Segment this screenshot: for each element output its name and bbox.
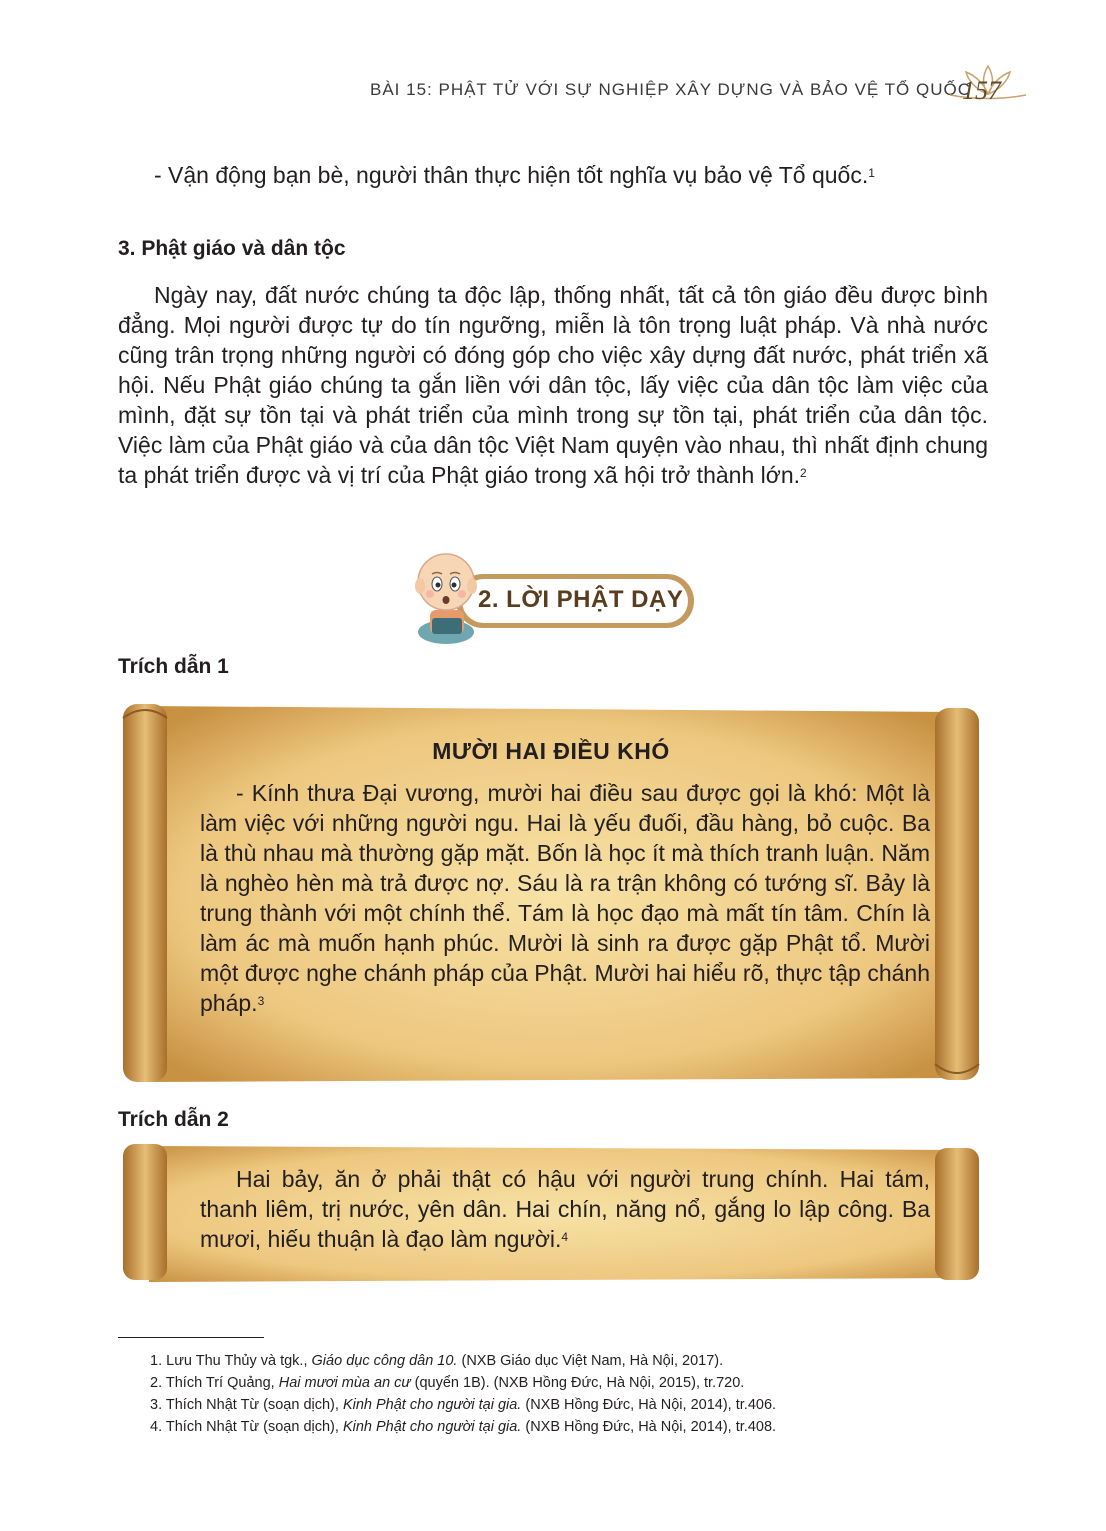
footnote-ref: 4 xyxy=(561,1230,569,1244)
footnote-ref: 2 xyxy=(800,466,807,480)
quote-label: Trích dẫn 1 xyxy=(118,655,229,678)
section-paragraph xyxy=(118,280,988,490)
footnote-divider xyxy=(118,1337,264,1338)
footnote-item: 2. Thích Trí Quảng, Hai mươi mùa an cư (quyển 1B). (NXB Hồng Đức, Hà Nội, 2015), tr.720. xyxy=(150,1375,745,1391)
quote-body xyxy=(200,1164,930,1254)
section-badge xyxy=(408,546,698,646)
page-number: 157 xyxy=(962,76,1001,105)
quote-body-text: - Kính thưa Đại vương, mười hai điều sau được gọi là khó: Một là làm việc với những người ngu. Hai là yếu đuối, đầu hàng, bỏ cuộc. Ba là thù nhau mà thường gặp mặt. Bốn là học ít mà thích tranh luận. Năm là nghèo hèn mà trả được nợ. Sáu là ra trận không có tướng sĩ. Bảy là trung thành với một chính thể. Tám là học đạo mà mất tín tâm. Chín là làm ác mà muốn hạnh phúc. Mười là sinh ra được gặp Phật tổ. Mười một được nghe chánh pháp của Phật. Mười hai hiểu rõ, thực tập chánh pháp. xyxy=(200,780,930,1016)
chapter-title: BÀI 15: PHẬT TỬ VỚI SỰ NGHIỆP XÂY DỰNG VÀ BẢO VỆ TỔ QUỐC xyxy=(370,80,971,99)
page-header xyxy=(0,70,1106,110)
footnote-ref: 3 xyxy=(257,994,265,1008)
section-heading: 3. Phật giáo và dân tộc xyxy=(118,237,346,260)
parchment-scroll xyxy=(115,698,987,1088)
footnote-item: 3. Thích Nhật Từ (soạn dịch), Kinh Phật cho người tại gia. (NXB Hồng Đức, Hà Nội, 2014), tr.406. xyxy=(150,1397,777,1413)
badge-label: 2. LỜI PHẬT DẠY xyxy=(478,586,684,613)
footnote-item: 4. Thích Nhật Từ (soạn dịch), Kinh Phật cho người tại gia. (NXB Hồng Đức, Hà Nội, 2014), tr.408. xyxy=(150,1419,777,1435)
quote-body-text: Hai bảy, ăn ở phải thật có hậu với người trung chính. Hai tám, thanh liêm, trị nước, yên dân. Hai chín, năng nổ, gắng lo lập công. Ba mươi, hiếu thuận là đạo làm người. xyxy=(200,1166,930,1252)
intro-paragraph xyxy=(118,160,988,190)
footnote-item: 1. Lưu Thu Thủy và tgk., Giáo dục công dân 10. (NXB Giáo dục Việt Nam, Hà Nội, 2017). xyxy=(150,1353,724,1369)
quote-label: Trích dẫn 2 xyxy=(118,1108,229,1131)
quote-title: MƯỜI HAI ĐIỀU KHÓ xyxy=(432,738,670,764)
monk-mascot-icon xyxy=(408,546,488,646)
footnote-ref: 1 xyxy=(868,166,875,180)
intro-text: - Vận động bạn bè, người thân thực hiện tốt nghĩa vụ bảo vệ Tổ quốc. xyxy=(154,162,869,188)
parchment-scroll xyxy=(115,1140,987,1286)
footnotes xyxy=(150,1350,776,1438)
section-body: Ngày nay, đất nước chúng ta độc lập, thống nhất, tất cả tôn giáo đều được bình đẳng. Mọi người được tự do tín ngưỡng, miễn là tôn trọng luật pháp. Và nhà nước cũng trân trọng những người có đóng góp cho việc xây dựng đất nước, phát triển xã hội. Nếu Phật giáo chúng ta gắn liền với dân tộc, lấy việc của dân tộc làm việc của mình, đặt sự tồn tại và phát triển của mình trong sự tồn tại, phát triển của dân tộc. Việc làm của Phật giáo và của dân tộc Việt Nam quyện vào nhau, thì nhất định chung ta phát triển được và vị trí của Phật giáo trong xã hội trở thành lớn. xyxy=(118,282,988,488)
quote-body xyxy=(200,778,930,1018)
